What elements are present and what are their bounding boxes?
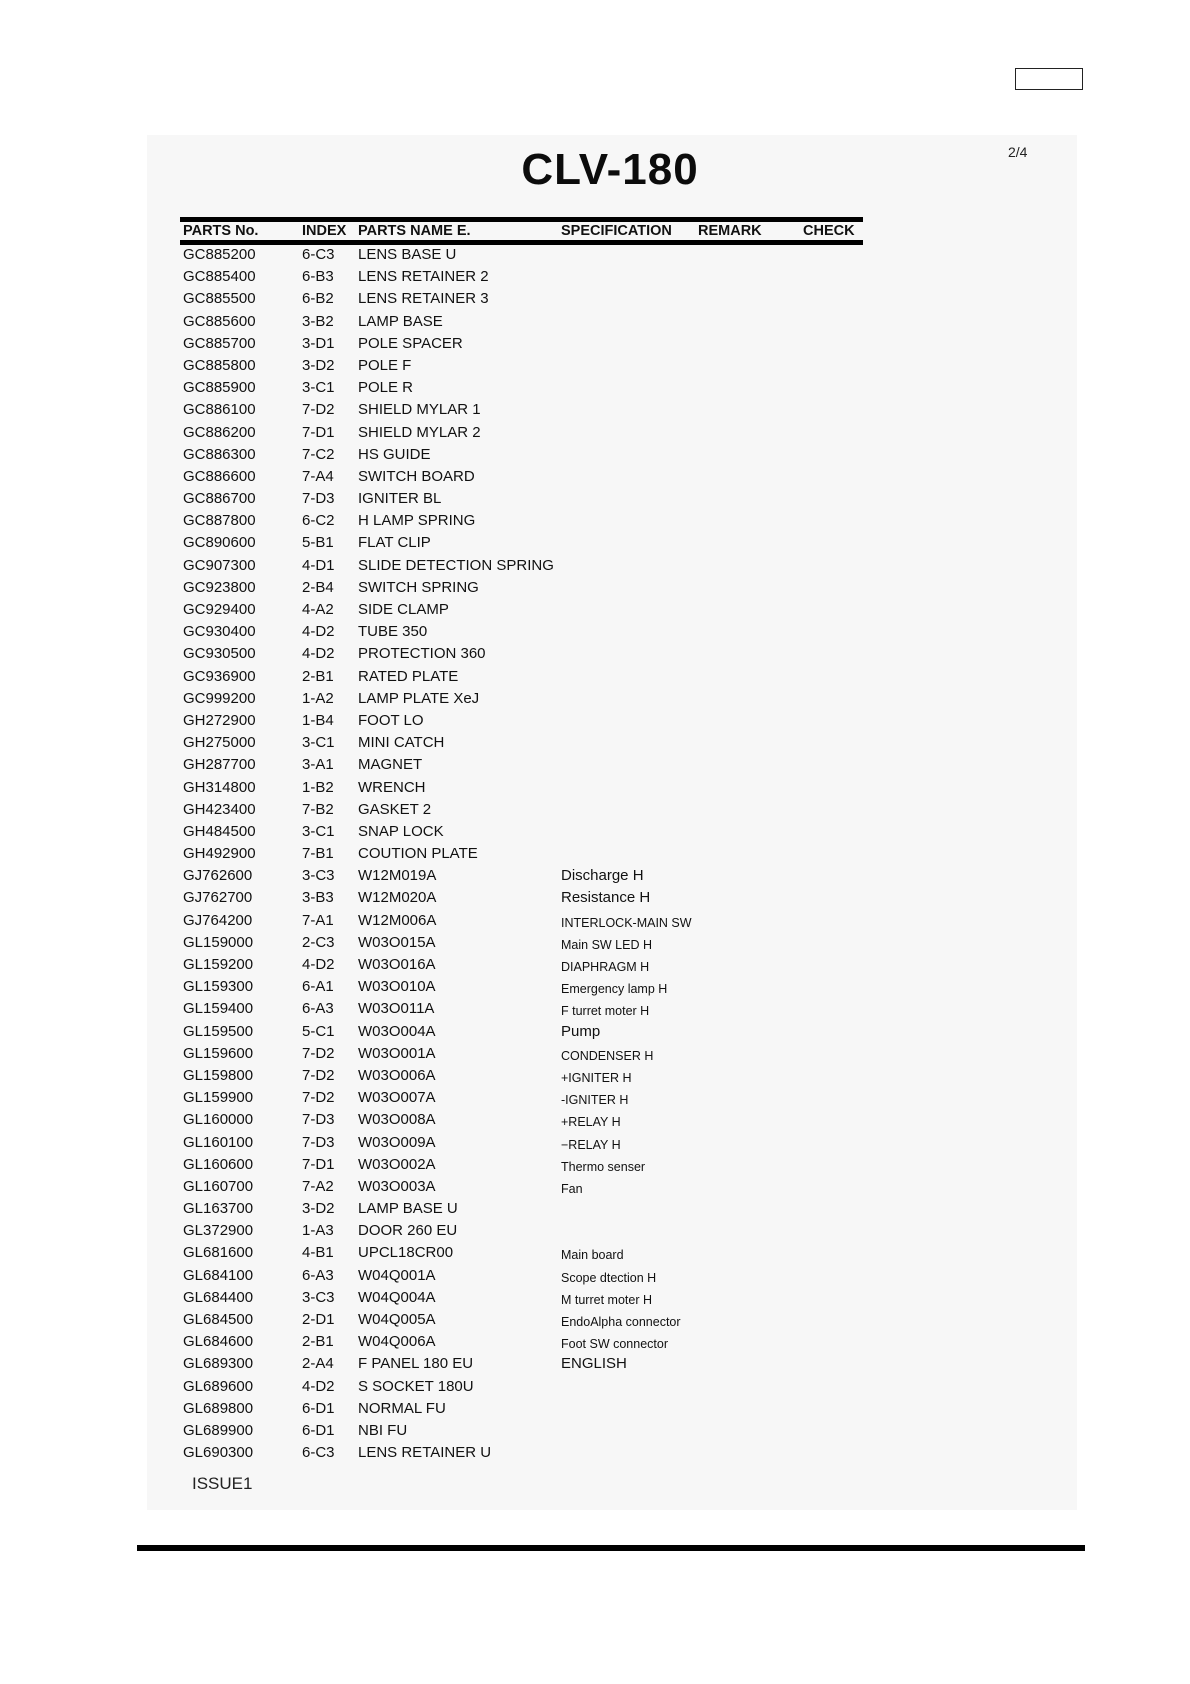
part-name: W03O002A [358,1155,436,1173]
table-row [0,555,1190,577]
table-top-rule [180,217,863,222]
part-number: GC885400 [183,268,256,286]
table-row [0,932,1190,954]
index-code: 7-A2 [302,1177,334,1195]
index-code: 4-A2 [302,601,334,618]
table-row [0,777,1190,799]
part-number: GL159400 [183,1000,254,1018]
part-number: GC886600 [183,467,256,485]
part-name: UPCL18CR00 [358,1244,454,1262]
table-row [0,1287,1190,1309]
part-number: GL159600 [183,1044,254,1062]
header-check: CHECK [803,223,855,239]
part-number: GL684400 [183,1288,254,1306]
table-row [0,1065,1190,1087]
specification: Main board [561,1248,624,1263]
index-code: 7-D1 [302,423,335,441]
index-code: 7-D2 [302,1066,335,1084]
part-name: GASKET 2 [358,800,432,818]
index-code: 3-D1 [302,334,335,352]
part-number: GH287700 [183,756,256,774]
part-name: LAMP PLATE XeJ [358,689,480,707]
index-code: 7-D3 [302,1133,335,1151]
index-code: 2-A4 [302,1355,334,1373]
part-name: NORMAL FU [358,1399,446,1417]
part-name: W12M006A [358,911,437,929]
specification: Emergency lamp H [561,982,668,997]
part-name: SHIELD MYLAR 2 [358,423,481,441]
index-code: 2-C3 [302,933,335,951]
part-name: S SOCKET 180U [358,1377,474,1395]
specification: CONDENSER H [561,1048,654,1063]
index-code: 7-C2 [302,445,335,463]
part-number: GL681600 [183,1244,254,1262]
table-row [0,1353,1190,1375]
index-code: 7-D3 [302,1111,335,1129]
specification: EndoAlpha connector [561,1315,681,1329]
part-number: GC887800 [183,512,256,530]
index-code: 6-A3 [302,1266,334,1284]
part-number: GL684600 [183,1333,254,1351]
table-row [0,887,1190,909]
table-row [0,1331,1190,1353]
index-code: 3-C3 [302,1288,335,1306]
part-number: GC886300 [183,445,256,463]
part-name: LAMP BASE U [358,1200,458,1218]
index-code: 3-C1 [302,379,335,397]
part-number: GC885500 [183,290,256,308]
index-code: 2-B1 [302,1333,334,1351]
index-code: 2-B4 [302,578,334,596]
part-name: W03O009A [358,1133,436,1151]
table-row [0,1109,1190,1131]
specification: F turret moter H [561,1004,650,1019]
part-number: GH423400 [183,800,256,818]
index-code: 3-B2 [302,312,334,330]
table-row [0,1376,1190,1398]
part-number: GL163700 [183,1200,254,1218]
index-code: 7-D1 [302,1155,335,1173]
part-name: SHIELD MYLAR 1 [358,401,481,419]
part-number: GC886100 [183,401,256,419]
part-name: HS GUIDE [358,445,431,463]
index-code: 6-C3 [302,1444,335,1462]
table-row [0,1176,1190,1198]
table-row [0,910,1190,932]
table-row [0,954,1190,976]
part-number: GL684500 [183,1311,254,1328]
table-row [0,333,1190,355]
part-number: GH492900 [183,845,256,863]
index-code: 2-B1 [302,667,334,685]
specification: M turret moter H [561,1292,652,1307]
part-number: GC886700 [183,490,256,508]
part-number: GL689300 [183,1355,254,1373]
part-name: W03O016A [358,956,436,973]
part-name: SLIDE DETECTION SPRING [358,556,554,574]
index-code: 4-D2 [302,623,335,641]
index-code: 4-D2 [302,956,335,973]
part-number: GL159200 [183,956,254,973]
part-name: W03O003A [358,1177,436,1195]
table-row [0,311,1190,333]
part-name: W03O001A [358,1044,436,1062]
part-number: GH272900 [183,711,256,729]
index-code: 4-D2 [302,1377,335,1395]
index-code: 1-B4 [302,711,334,729]
index-code: 7-D3 [302,490,335,508]
part-number: GC885600 [183,312,256,330]
table-row [0,1220,1190,1242]
part-name: NBI FU [358,1421,408,1439]
part-number: GC890600 [183,534,256,552]
part-name: RATED PLATE [358,667,459,685]
table-row [0,643,1190,665]
specification: −RELAY H [561,1137,621,1152]
part-number: GC923800 [183,578,256,596]
index-code: 2-D1 [302,1311,335,1328]
index-code: 7-D2 [302,1044,335,1062]
part-number: GL160700 [183,1177,254,1195]
part-number: GL684100 [183,1266,254,1284]
table-row [0,1021,1190,1043]
index-code: 5-B1 [302,534,334,552]
part-name: W04Q004A [358,1288,436,1306]
index-code: 3-B3 [302,889,334,907]
table-row [0,1398,1190,1420]
specification: Pump [561,1022,601,1040]
index-code: 7-A1 [302,911,334,929]
part-number: GL372900 [183,1222,254,1240]
table-row [0,998,1190,1020]
index-code: 6-C2 [302,512,335,530]
header-specification: SPECIFICATION [561,223,672,239]
part-name: SIDE CLAMP [358,601,449,618]
part-name: W03O007A [358,1089,436,1107]
part-number: GC907300 [183,556,256,574]
part-number: GH314800 [183,778,256,796]
specification: Fan [561,1181,583,1196]
index-code: 6-D1 [302,1421,335,1439]
index-code: 4-B1 [302,1244,334,1262]
specification: Resistance H [561,889,651,907]
part-name: W12M020A [358,889,437,907]
part-name: PROTECTION 360 [358,645,486,663]
index-code: 3-D2 [302,1200,335,1218]
part-number: GC885900 [183,379,256,397]
index-code: 7-B2 [302,800,334,818]
part-number: GH275000 [183,734,256,752]
part-name: W03O010A [358,978,436,996]
part-name: LENS BASE U [358,246,457,263]
part-name: COUTION PLATE [358,845,478,863]
header-remark: REMARK [698,223,762,239]
table-row [0,1043,1190,1065]
part-name: MAGNET [358,756,423,774]
index-code: 1-B2 [302,778,334,796]
part-number: GL689800 [183,1399,254,1417]
table-row [0,732,1190,754]
part-number: GL160000 [183,1111,254,1129]
table-row [0,377,1190,399]
part-name: TUBE 350 [358,623,428,641]
header-parts-name: PARTS NAME E. [358,223,471,239]
part-number: GJ762700 [183,889,253,907]
specification: ENGLISH [561,1355,627,1373]
part-name: H LAMP SPRING [358,512,476,530]
specification: Scope dtection H [561,1270,657,1285]
part-name: W04Q001A [358,1266,436,1284]
table-row [0,976,1190,998]
index-code: 5-C1 [302,1022,335,1040]
page-title: CLV-180 [521,145,699,194]
part-number: GL689600 [183,1377,254,1395]
table-row [0,244,1190,266]
index-code: 7-B1 [302,845,334,863]
part-number: GC929400 [183,601,256,618]
part-number: GJ762600 [183,867,253,885]
part-number: GC885700 [183,334,256,352]
specification: +RELAY H [561,1115,621,1130]
table-row [0,399,1190,421]
index-code: 1-A2 [302,689,334,707]
part-name: SWITCH SPRING [358,578,479,596]
table-row [0,865,1190,887]
table-row [0,422,1190,444]
index-code: 7-A4 [302,467,334,485]
part-name: W03O004A [358,1022,436,1040]
part-name: IGNITER BL [358,490,442,508]
part-name: LAMP BASE [358,312,443,330]
part-number: GL159500 [183,1022,254,1040]
table-row [0,1132,1190,1154]
part-name: W04Q006A [358,1333,436,1351]
part-number: GL159000 [183,933,254,951]
index-code: 6-A3 [302,1000,334,1018]
specification: Thermo senser [561,1159,646,1174]
table-row [0,710,1190,732]
part-number: GJ764200 [183,911,253,929]
index-code: 7-D2 [302,1089,335,1107]
part-name: W12M019A [358,867,437,885]
part-number: GC936900 [183,667,256,685]
table-row [0,266,1190,288]
table-row [0,821,1190,843]
table-row [0,1309,1190,1331]
specification: DIAPHRAGM H [561,960,650,974]
table-row [0,1420,1190,1442]
specification: +IGNITER H [561,1070,632,1085]
part-name: MINI CATCH [358,734,445,752]
part-number: GL159900 [183,1089,254,1107]
table-row [0,1198,1190,1220]
index-code: 6-B2 [302,290,334,308]
corner-box [1015,68,1083,90]
index-code: 7-D2 [302,401,335,419]
part-name: F PANEL 180 EU [358,1355,474,1373]
part-name: LENS RETAINER 3 [358,290,489,308]
table-row [0,488,1190,510]
index-code: 3-C1 [302,734,335,752]
part-name: FLAT CLIP [358,534,431,552]
index-code: 3-C1 [302,822,335,840]
index-code: 4-D1 [302,556,335,574]
issue-label: ISSUE1 [192,1474,253,1493]
specification: -IGNITER H [561,1093,629,1108]
part-name: WRENCH [358,778,426,796]
index-code: 3-D2 [302,356,335,374]
index-code: 6-C3 [302,246,335,263]
specification: INTERLOCK-MAIN SW [561,915,692,930]
table-row [0,577,1190,599]
index-code: 1-A3 [302,1222,334,1240]
part-name: SNAP LOCK [358,822,444,840]
table-row [0,621,1190,643]
index-code: 6-D1 [302,1399,335,1417]
header-parts-no: PARTS No. [183,223,259,239]
part-number: GC885200 [183,246,256,263]
index-code: 6-A1 [302,978,334,996]
parts-table-body [0,244,1190,1464]
part-name: LENS RETAINER 2 [358,268,489,286]
index-code: 4-D2 [302,645,335,663]
table-row [0,1442,1190,1464]
table-row [0,1242,1190,1264]
table-row [0,666,1190,688]
header-index: INDEX [302,223,347,239]
table-row [0,466,1190,488]
part-number: GC999200 [183,689,256,707]
table-row [0,288,1190,310]
specification: Discharge H [561,867,644,885]
specification: Main SW LED H [561,937,652,952]
index-code: 3-C3 [302,867,335,885]
part-number: GL689900 [183,1421,254,1439]
part-name: POLE SPACER [358,334,463,352]
part-name: LENS RETAINER U [358,1444,492,1462]
table-row [0,688,1190,710]
table-row [0,510,1190,532]
index-code: 3-A1 [302,756,334,774]
specification: Foot SW connector [561,1337,668,1352]
part-name: W03O006A [358,1066,436,1084]
table-row [0,599,1190,621]
part-number: GC930400 [183,623,256,641]
part-number: GL160600 [183,1155,254,1173]
footer-rule [137,1545,1085,1551]
table-row [0,754,1190,776]
part-name: POLE F [358,356,412,374]
page-number: 2/4 [1008,144,1028,160]
table-row [0,1265,1190,1287]
part-name: POLE R [358,379,414,397]
part-number: GC930500 [183,645,256,663]
table-row [0,843,1190,865]
table-row [0,799,1190,821]
table-row [0,1087,1190,1109]
part-name: SWITCH BOARD [358,467,475,485]
part-number: GL690300 [183,1444,254,1462]
table-row [0,532,1190,554]
part-name: W03O008A [358,1111,436,1129]
part-name: DOOR 260 EU [358,1222,458,1240]
part-number: GC886200 [183,423,256,441]
part-number: GL159800 [183,1066,254,1084]
part-number: GC885800 [183,356,256,374]
table-row [0,1154,1190,1176]
part-name: W03O011A [358,1000,435,1018]
table-row [0,355,1190,377]
part-name: FOOT LO [358,711,424,729]
part-number: GL160100 [183,1133,254,1151]
part-name: W04Q005A [358,1311,436,1328]
part-number: GH484500 [183,822,256,840]
part-name: W03O015A [358,933,436,951]
part-number: GL159300 [183,978,254,996]
index-code: 6-B3 [302,268,334,286]
table-row [0,444,1190,466]
